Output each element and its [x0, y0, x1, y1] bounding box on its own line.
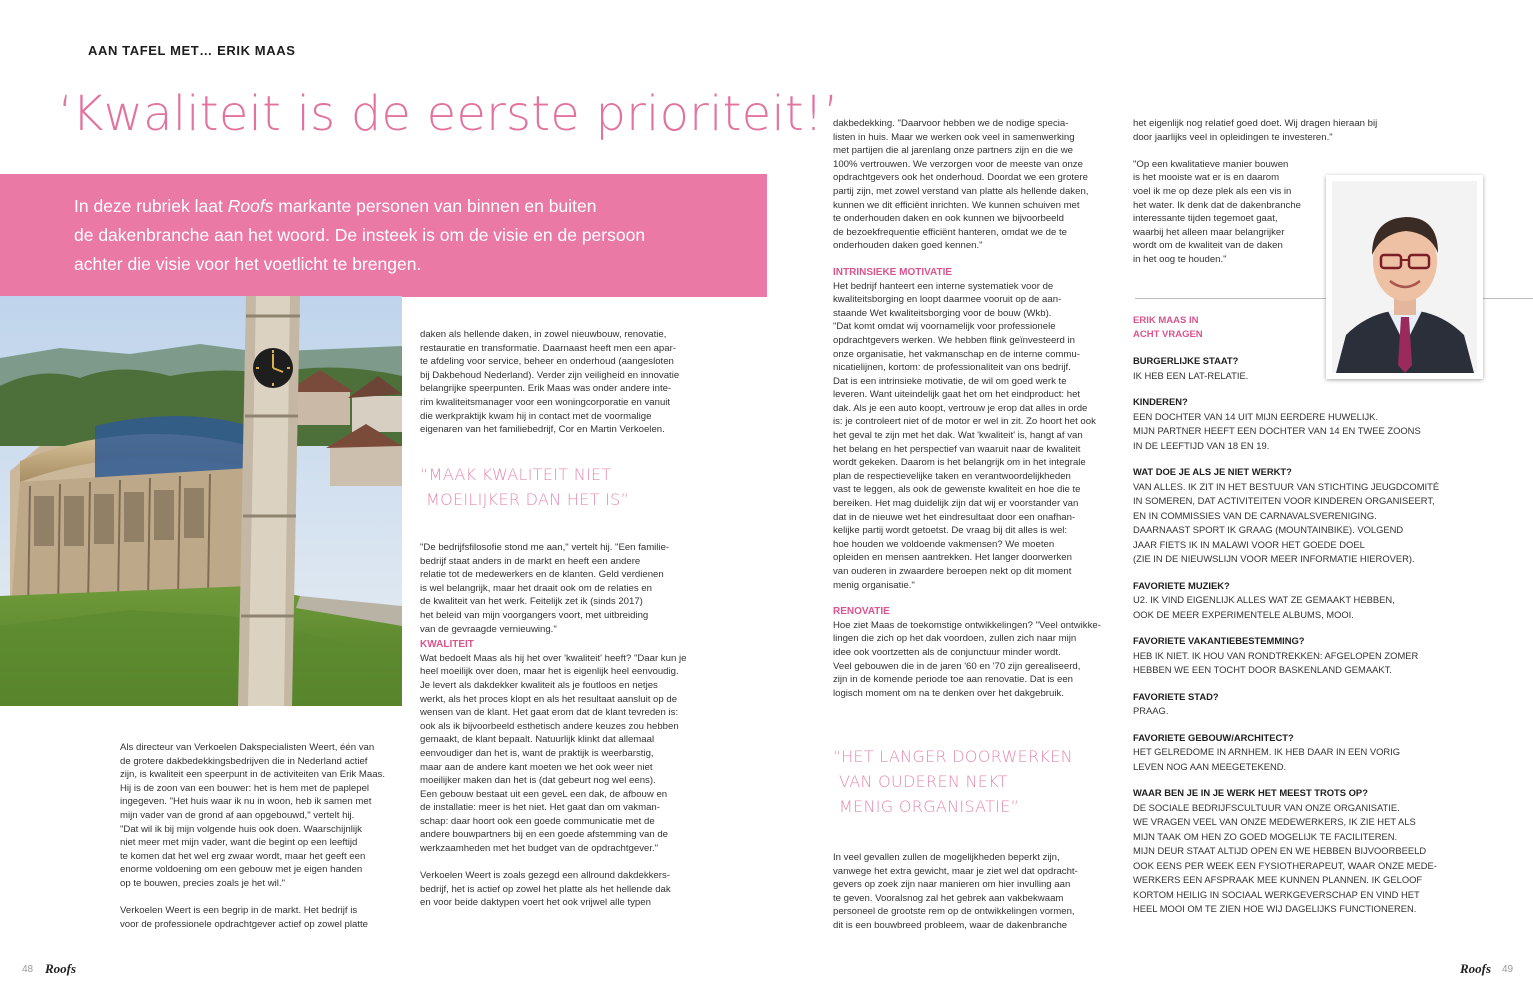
- qa-answer: PRAAG.: [1133, 705, 1169, 716]
- church-tower: [238, 296, 300, 706]
- col2-paragraph-3: Wat bedoelt Maas als hij het over 'kwaliteit' heeft? "Daar kun je heel moeilijk over doen, maar het is eigenlijk heel eenvoudig. Je levert als dakdekker kwaliteit als je foutloos en netjes werkt, als het proces klopt en als het resultaat aansluit op de wensen van de klant. Het gaat erom dat de klant tevreden is: ook als ik bijvoorbeeld esthetisch andere keuzes zou hebben gemaakt, de klant bepaalt. Natuurlijk klinkt dat allemaal eenvoudiger dan het is, want de praktijk is weerbarstig, maar aan de andere kant moeten we het ook weer niet moeilijker maken dan het is (dat gebeurt nog wel eens). Een gebouw bestaat uit een geveL een dak, de afbouw en de installatie: meer is het niet. Het gaat dan om vakman- schap: daar hoort ook een goede communicatie met de andere bouwpartners bij en een goede afstemming van de werkzaamheden met het budget van de opdrachtgever.": [420, 652, 687, 855]
- intro-text: [74, 192, 714, 279]
- pull-quote-2: “HET LANGER DOORWERKEN VAN OUDEREN NEKT MENIG ORGANISATIE”: [833, 747, 1073, 816]
- page-headline: ‘Kwaliteit is de eerste prioriteit!’: [58, 86, 839, 142]
- qa-question: FAVORIETE STAD?: [1133, 690, 1219, 702]
- col4-quote: "Op een kwalitatieve manier bouwen is het mooiste wat er is en daarom voel ik me op deze plek als een vis in het water. Ik denk dat de dakenbranche interessante tijden tegemoet gaat, waarbij het alleen maar belangrijker wordt om de kwaliteit van de daken in het oog te houden.": [1133, 158, 1302, 265]
- col3-paragraph-3: Hoe ziet Maas de toekomstige ontwikkelingen? "Veel ontwikke- lingen die zich op het dak voordoen, zullen zich naar mijn idee ook voortzetten als de conjunctuur minder wordt. Veel gebouwen die in de jaren '60 en '70 zijn gerealiseerd, zijn in de komende periode toe aan renovatie. Dat is een logisch moment om na te denken over het dakgebruik.: [833, 619, 1101, 699]
- qa-title: ERIK MAAS IN ACHT VRAGEN: [1133, 315, 1203, 340]
- col4-paragraph-1: het eigenlijk nog relatief goed doet. Wij dragen hieraan bij door jaarlijks veel in opleidingen te investeren.": [1133, 118, 1378, 143]
- qa-item: [1133, 579, 1453, 623]
- qa-item: [1133, 395, 1453, 453]
- qa-answer: DE SOCIALE BEDRIJFSCULTUUR VAN ONZE ORGANISATIE. WE VRAGEN VEEL VAN ONZE MEDEWERKERS, IK ZIE HET ALS MIJN TAAK OM HEN ZO GOED MOGELIJK TE FACILITEREN. MIJN DEUR STAAT ALTIJD OPEN EN WE HEBBEN BIJVOORBEELD OOK EENS PER WEEK EEN FYSIOTHERAPEUT, WAAR ONZE MEDE- WERKERS EEN AFSPRAAK MEE KUNNEN PLANNEN. IK GELOOF KORTOM HEILIG IN SOCIAAL WERKGEVERSCHAP EN VIND HET HEEL MOOI OM TE ZIEN HOE WIJ DAGELIJKS FUNCTIONEREN.: [1133, 801, 1437, 914]
- heading-renovatie: RENOVATIE: [833, 606, 890, 618]
- col1-paragraph-2: Verkoelen Weert is een begrip in de markt. Het bedrijf is voor de professionele opdrachtgever actief op zowel platte: [120, 905, 368, 930]
- church-photo-illustration: [0, 296, 402, 706]
- col3-paragraph-1: dakbedekking. "Daarvoor hebben we de nodige specia- listen in huis. Maar we werken ook veel in samenwerking met partijen die al jarenlang onze partners zijn en die we 100% vertrouwen. We verzorgen voor de meeste van onze opdrachtgevers ook het onderhoud. Doordat we een grotere partij zijn, met zowel verstand van platte als hellende daken, kunnen we dit efficiënt inrichten. We kunnen schuiven met te onderhouden daken en ook kunnen we bijvoorbeeld de bezoekfrequentie efficiënt hanteren, omdat we de te onderhouden daken goed kennen.": [833, 118, 1089, 252]
- qa-item: [1133, 731, 1453, 775]
- magazine-brand-left: Roofs: [45, 961, 77, 976]
- qa-item: [1133, 690, 1453, 719]
- qa-question: FAVORIETE GEBOUW/ARCHITECT?: [1133, 731, 1294, 743]
- qa-question: BURGERLIJKE STAAT?: [1133, 355, 1239, 366]
- col1-paragraph-1: Als directeur van Verkoelen Dakspecialisten Weert, één van de grotere dakbedekkingsbedrijven die in Nederland actief zijn, is kwaliteit een speerpunt in de activiteiten van Erik Maas. Hij is de zoon van een bouwer: het is hem met de paplepel ingegeven. "Het huis waar ik nu in woon, heb ik samen met mijn vader van de grond af aan opgebouwd," vertelt hij. "Dat wil ik bij mijn volgende huis ook doen. Waarschijnlijk niet meer met mijn vader, want die begint op een leeftijd te komen dat het wel erg zwaar wordt, maar het geeft een enorme voldoening om een gebouw met je eigen handen op te bouwen, precies zoals je het wil.": [120, 742, 386, 889]
- qa-question: FAVORIETE VAKANTIEBESTEMMING?: [1133, 635, 1305, 646]
- qa-answer: HET GELREDOME IN ARNHEM. IK HEB DAAR IN EEN VORIG LEVEN NOG AAN MEEGETEKEND.: [1133, 746, 1401, 772]
- article-column-3-cont: [833, 851, 1123, 933]
- qa-question: WAT DOE JE ALS JE NIET WERKT?: [1133, 466, 1292, 477]
- church-tower-photo: [0, 296, 402, 706]
- magazine-brand-right: Roofs: [1460, 961, 1492, 976]
- heading-kwaliteit: KWALITEIT: [420, 639, 474, 651]
- qa-answer: IK HEB EEN LAT-RELATIE.: [1133, 369, 1249, 381]
- magazine-brand-inline: Roofs: [227, 196, 274, 216]
- intro-line-1: In deze rubriek laat Roofs markante personen van binnen en buiten: [74, 196, 597, 216]
- qa-item: [1133, 634, 1453, 678]
- qa-question: FAVORIETE MUZIEK?: [1133, 579, 1230, 591]
- heading-intrinsieke-motivatie: INTRINSIEKE MOTIVATIE: [833, 266, 953, 278]
- col3-paragraph-2: Het bedrijf hanteert een interne systematiek voor de kwaliteitsborging en loopt daarmee vooruit op de aan- staande Wet kwaliteitsborging voor de bouw (Wkb). "Dat komt omdat wij voornamelijk voor professionele opdrachtgevers werken. We hebben flink geïnvesteerd in onze organisatie, het vakmanschap en de interne commu- nicatielijnen, kortom: de professionaliteit van ons bedrijf. Dat is een intrinsieke motivatie, de wil om goed werk te leveren. Want uiteindelijk gaat het om het eindproduct: het dak. Als je een auto koopt, vertrouw je erop dat alles in orde is: je controleert niet of de motor er wel in zit. Zo hoort het ook het geval te zijn met het dak. Wat 'kwaliteit' is, hangt af van het belang en het perspectief van waaruit naar de kwaliteit wordt gekeken. Daarom is het belangrijk om in het integrale plan de respectievelijke taken en verantwoordelijkheden vast te leggen, als ook de gewenste kwaliteit en hoe die te bereiken. Het mag duidelijk zijn dat wij er voorstander van dat in de nieuwe wet het eindresultaat door een onafhan- kelijke partij wordt getoetst. De vraag bij dit alles is wel: hoe houden we voldoende vakmensen? We moeten opleiden en mensen aantrekken. Het langer doorwerken van ouderen in zwaardere beroepen nekt op dit moment menig organisatie.": [833, 280, 1096, 591]
- qa-section: [1133, 314, 1453, 917]
- qa-item: [1133, 786, 1453, 917]
- qa-list: [1133, 354, 1453, 917]
- col2-paragraph-2: "De bedrijfsfilosofie stond me aan," vertelt hij. "Een familie- bedrijf staat anders in de markt en heeft een andere relatie tot de medewerkers en de klanten. Geld verdienen is wel belangrijk, maar het draait ook om de relaties en de kwaliteit van het werk. Feitelijk zet ik (sinds 2017) het beleid van mijn voorgangers voort, met uitbreiding van de gevraagde vernieuwing.": [420, 542, 670, 635]
- article-column-2: [420, 328, 710, 437]
- intro-line-2: de dakenbranche aan het woord. De insteek is om de visie en de persoon: [74, 225, 646, 245]
- page-number-right: 49: [1502, 964, 1514, 975]
- qa-question: WAAR BEN JE IN JE WERK HET MEEST TROTS OP?: [1133, 787, 1368, 798]
- page-number-left: 48: [22, 964, 34, 975]
- section-kicker: AAN TAFEL MET… ERIK MAAS: [88, 43, 296, 58]
- pull-quote-1: “MAAK KWALITEIT NIET MOEILIJKER DAN HET IS”: [420, 465, 630, 509]
- col3-paragraph-4: In veel gevallen zullen de mogelijkheden beperkt zijn, vanwege het extra gewicht, maar je ziet wel dat opdracht- gevers op zoek zijn naar manieren om hier invulling aan te geven. Vooralsnog zal het gebrek aan vakbekwaam personeel de grootste rem op de ontwikkelingen vormen, dit is een bouwbreed probleem, waar de dakenbranche: [833, 852, 1078, 931]
- qa-answer: VAN ALLES. IK ZIT IN HET BESTUUR VAN STICHTING JEUGDCOMITÉ IN SOMEREN, DAT ACTIVITEITEN VOOR KINDEREN ORGANISEERT, EN IN COMMISSIES VAN DE CARNAVALSVERENIGING. DAARNAAST SPORT IK GRAAG (MOUNTAINBIKE). VOLGEND JAAR FIETS IK IN MALAWI VOOR HET GOEDE DOEL (ZIE IN DE NIEUWSLIJN VOOR MEER INFORMATIE HIEROVER).: [1133, 480, 1440, 564]
- qa-item: [1133, 465, 1453, 567]
- article-column-1: [120, 741, 410, 931]
- col2-paragraph-1: daken als hellende daken, in zowel nieuwbouw, renovatie, restauratie en transformatie. Daarnaast heeft men een apar- te afdeling voor service, beheer en onderhoud (aangesloten bij Dakbehoud Nederland). Verder zijn veiligheid en innovatie belangrijke speerpunten. Erik Maas was onder andere inte- rim kwaliteitsmanager voor een woningcorporatie en vanuit die werkpraktijk kwam hij in contact met de voormalige eigenaren van het familiebedrijf, Cor en Martin Verkoelen.: [420, 329, 680, 436]
- intro-line-3: achter die visie voor het voetlicht te brengen.: [74, 254, 422, 274]
- article-column-3: [833, 117, 1123, 700]
- qa-question: KINDEREN?: [1133, 396, 1188, 407]
- qa-answer: U2. IK VIND EIGENLIJK ALLES WAT ZE GEMAAKT HEBBEN, OOK DE MEER EXPERIMENTELE ALBUMS, MOOI.: [1133, 594, 1395, 620]
- col2-paragraph-4: Verkoelen Weert is zoals gezegd een allround dakdekkers- bedrijf, het is actief op zowel het platte als het hellende dak en voor beide daktypen voert het ook vrijwel alle typen: [420, 870, 671, 909]
- qa-answer: EEN DOCHTER VAN 14 UIT MIJN EERDERE HUWELIJK. MIJN PARTNER HEEFT EEN DOCHTER VAN 14 EN TWEE ZOONS IN DE LEEFTIJD VAN 18 EN 19.: [1133, 410, 1421, 451]
- qa-item: [1133, 354, 1453, 383]
- qa-answer: HEB IK NIET. IK HOU VAN RONDTREKKEN: AFGELOPEN ZOMER HEBBEN WE EEN TOCHT DOOR BASKENLAND GEMAAKT.: [1133, 649, 1419, 675]
- article-column-2-cont: [420, 541, 710, 910]
- intro-band: [0, 174, 767, 297]
